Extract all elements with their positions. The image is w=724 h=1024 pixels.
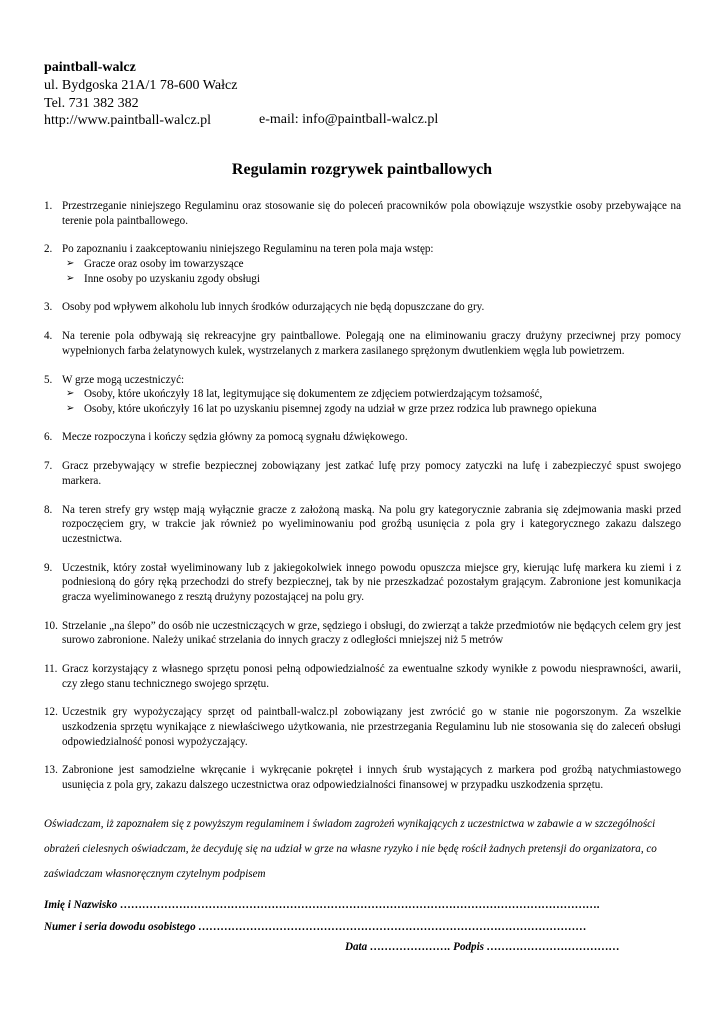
rule-number: 5. <box>44 373 53 386</box>
rule-item <box>44 503 681 547</box>
rule-number: 7. <box>44 460 53 473</box>
rule-text: Osoby pod wpływem alkoholu lub innych środków odurzających nie będą dopuszczane do gry. <box>62 301 485 314</box>
rule-number: 1. <box>44 200 53 212</box>
rule-item <box>44 662 681 691</box>
rule-text: Strzelanie „na ślepo” do osób nie uczestniczących w grze, sędziego i obsługi, do zwierząt a także przedmiotów nie będących celem gry jest surowo zabronione. Należy unikać strzelania do innych graczy z odległości mniejszej niż 5 metrów <box>62 619 681 647</box>
rule-text: Gracz przebywający w strefie bezpiecznej zobowiązany jest zatkać lufę przy pomocy zatyczki na lufę i zabezpieczyć spust swojego markera. <box>62 460 681 487</box>
rule-item <box>44 430 681 445</box>
company-phone: Tel. 731 382 382 <box>44 96 139 111</box>
rule-text: Uczestnik gry wypożyczający sprzęt od paintball-walcz.pl zobowiązany jest zwrócić go w stanie nie pogorszonym. Za wszelkie uszkodzenia sprzętu wynikające z niewłaściwego użytkowania, nie przestrzegania Regulaminu lub nie stosowania się do zaleceń obsługi odpowiedzialność ponosi wypożyczający. <box>62 706 681 748</box>
rule-subitem <box>62 257 681 272</box>
rule-text: Na teren strefy gry wstęp mają wyłącznie gracze z założoną maską. Na polu gry kategorycznie zabrania się zdejmowania maski przed rozpoczęciem gry, w trakcie jak również po wyeliminowaniu pod groźbą usunięcia z pola gry i kategorycznego zakazu dalszego uczestnictwa. <box>62 503 681 545</box>
company-email: e-mail: info@paintball-walcz.pl <box>259 112 439 127</box>
arrow-bullet-icon: ➢ <box>66 272 75 284</box>
rules-list <box>44 199 681 807</box>
rule-number: 9. <box>44 561 53 574</box>
rule-item <box>44 199 681 228</box>
rule-item <box>44 763 681 792</box>
arrow-bullet-icon: ➢ <box>66 402 75 414</box>
rule-number: 2. <box>44 243 53 256</box>
rule-number: 8. <box>44 503 53 516</box>
rule-item <box>44 300 681 315</box>
rule-subitem-text: Osoby, które ukończyły 18 lat, legitymujące się dokumentem ze zdjęciem potwierdzającym tożsamość, <box>84 388 543 401</box>
rule-number: 6. <box>44 431 53 444</box>
rule-number: 12. <box>44 706 58 719</box>
rule-subitem-text: Inne osoby po uzyskaniu zgody obsługi <box>84 272 260 285</box>
rule-subitem <box>62 272 681 287</box>
rule-number: 4. <box>44 330 53 343</box>
rule-item <box>44 619 681 648</box>
rule-subitem-text: Gracze oraz osoby im towarzyszące <box>84 257 244 270</box>
rule-text: Na terenie pola odbywają się rekreacyjne gry paintballowe. Polegają one na eliminowaniu graczy drużyny przeciwnej przy pomocy wypełnionych farba żelatynowych kulek, wystrzelanych z markera zasilanego sprężonym dwutlenkiem węgla lub powietrzem. <box>62 330 681 357</box>
declaration-text: Oświadczam, iż zapoznałem się z powyższym regulaminem i świadom zagrożeń wynikających z uczestnictwa w zabawie a w szczególności obrażeń cielesnych oświadczam, że decyduję się na udział w grze na własne ryzyko i nie będę rościł żadnych pretensji do organizatora, co zaświadczam własnoręcznym czytelnym podpisem <box>44 818 657 880</box>
rule-item <box>44 242 681 286</box>
rule-text: Po zapoznaniu i zaakceptowaniu niniejszego Regulaminu na teren pola maja wstęp: <box>62 243 434 256</box>
id-number-field-line: Numer i seria dowodu osobistego …………………………………………………………………………………………… <box>44 921 587 933</box>
name-field-line: Imię i Nazwisko …………………………………………………………………………………………………………………. <box>44 899 600 911</box>
rule-item <box>44 705 681 749</box>
rule-item <box>44 373 681 417</box>
rule-item <box>44 459 681 488</box>
date-signature-line: Data …………………. Podpis ……………………………… <box>345 941 620 953</box>
company-name: paintball-walcz <box>44 60 136 75</box>
rule-subitem-text: Osoby, które ukończyły 16 lat po uzyskaniu pisemnej zgody na udział w grze przez rodzica lub prawnego opiekuna <box>84 402 597 415</box>
rule-number: 11. <box>44 662 58 675</box>
arrow-bullet-icon: ➢ <box>66 257 75 269</box>
rule-item <box>44 561 681 605</box>
document-title: Regulamin rozgrywek paintballowych <box>231 161 493 178</box>
rule-text: Zabronione jest samodzielne wkręcanie i wykręcanie pokręteł i innych śrub wystających z markera pod groźbą natychmiastowego usunięcia z pola gry, zakazu dalszego uczestnictwa oraz odpowiedzialności finansowej w przypadku uszkodzenia sprzętu. <box>62 764 681 791</box>
rule-text: Gracz korzystający z własnego sprzętu ponosi pełną odpowiedzialność za ewentualne szkody wynikłe z powodu niesprawności, awarii, czy złego stanu technicznego swojego sprzętu. <box>62 662 681 690</box>
rule-subitem <box>62 387 681 402</box>
rule-text: Mecze rozpoczyna i kończy sędzia główny za pomocą sygnału dźwiękowego. <box>62 431 408 444</box>
rule-text: Przestrzeganie niniejszego Regulaminu oraz stosowanie się do poleceń pracowników pola obowiązuje wszystkie osoby przebywające na terenie pola paintballowego. <box>62 200 681 227</box>
company-website: http://www.paintball-walcz.pl <box>44 113 212 128</box>
rule-number: 3. <box>44 301 53 314</box>
rule-text: W grze mogą uczestniczyć: <box>62 373 185 386</box>
rule-number: 13. <box>44 764 58 777</box>
rule-number: 10. <box>44 619 58 632</box>
rule-subitem <box>62 402 681 417</box>
rule-text: Uczestnik, który został wyeliminowany lub z jakiegokolwiek innego powodu opuszcza miejsce gry, kierując lufę markera ku ziemi i z podniesioną do góry ręką przechodzi do strefy bezpiecznej, tak by nie przeszkadzać pozostałym grającym. Zabronione jest komunikacja gracza wyeliminowanego z resztą drużyny pozostającej na polu gry. <box>62 561 681 603</box>
company-address: ul. Bydgoska 21A/1 78-600 Wałcz <box>44 78 238 93</box>
rule-item <box>44 329 681 358</box>
arrow-bullet-icon: ➢ <box>66 388 75 400</box>
